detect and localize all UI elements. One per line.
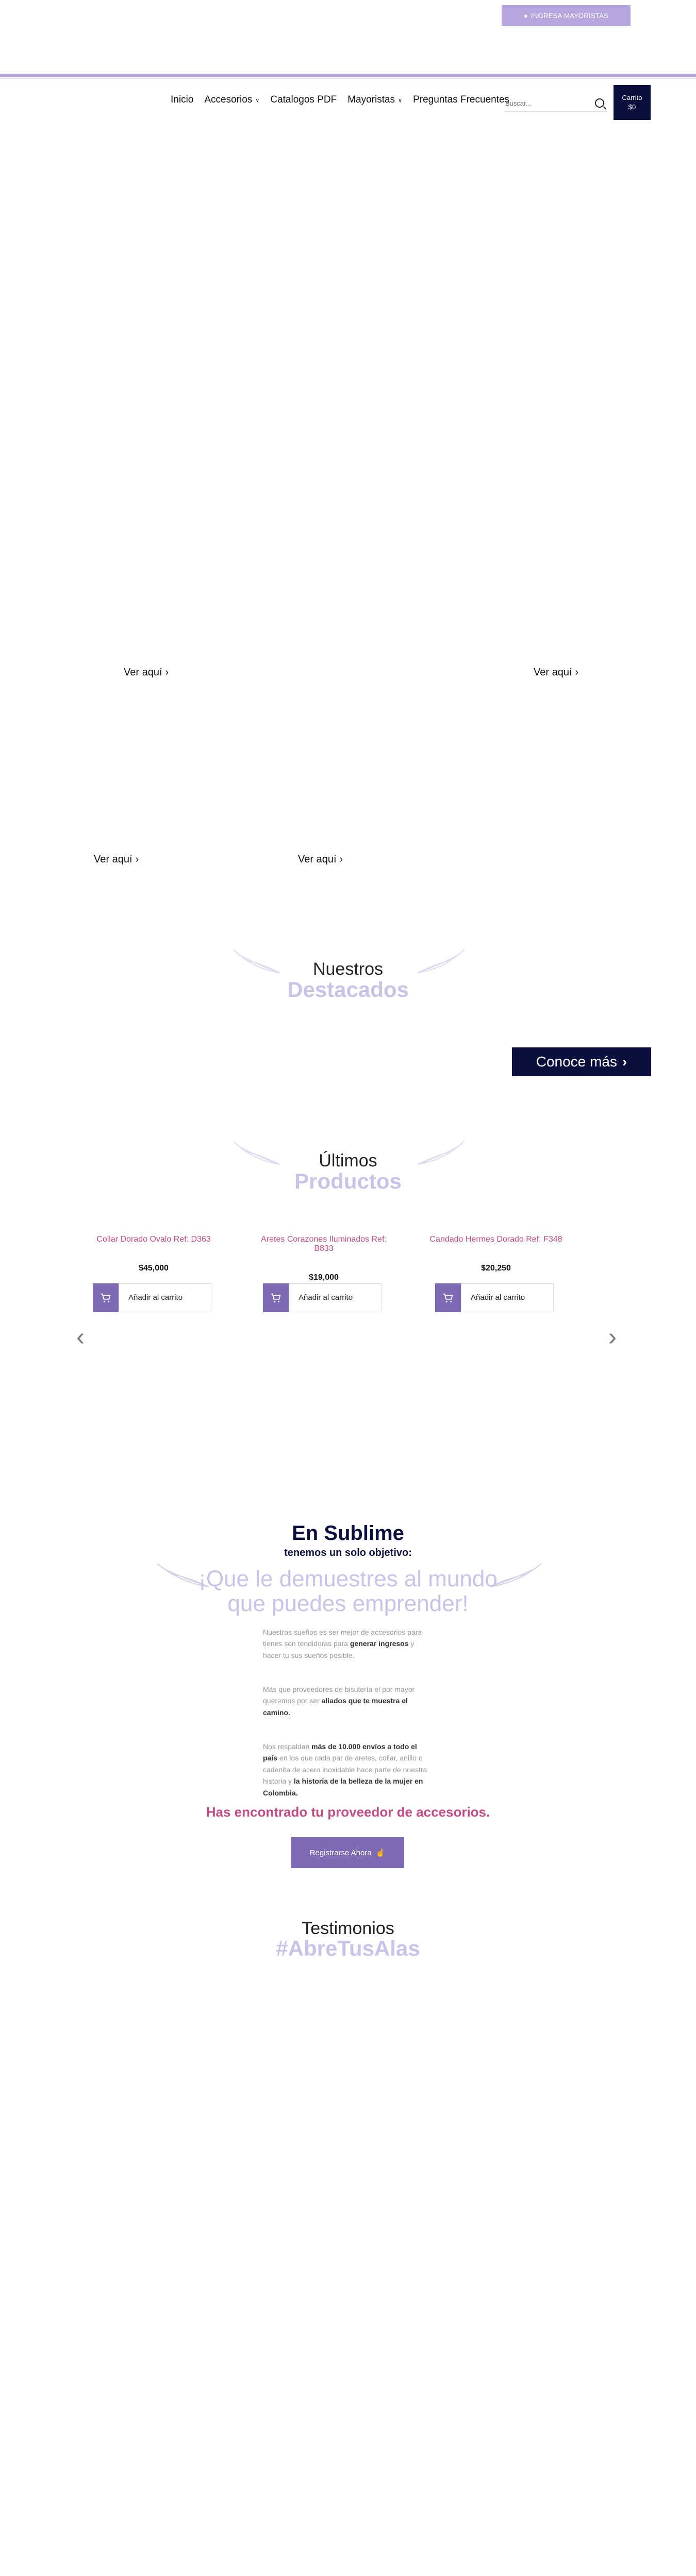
destacados-heading-1: Nuestros <box>312 959 384 979</box>
add-to-cart-button[interactable]: Añadir al carrito <box>93 1283 211 1312</box>
ver-aqui-link-2[interactable]: Ver aquí › <box>534 667 579 678</box>
nav-item-mayoristas[interactable]: Mayoristas ∨ <box>347 94 403 105</box>
chevron-right-icon: › <box>622 1054 627 1070</box>
ver-aqui-link-3[interactable]: Ver aquí › <box>94 854 139 865</box>
product-name[interactable]: Collar Dorado Ovalo Ref: D363 <box>96 1235 211 1244</box>
conoce-mas-button[interactable]: Conoce más › <box>512 1047 651 1076</box>
ver-aqui-link-1[interactable]: Ver aquí › <box>124 667 169 678</box>
about-paragraph-1: Nuestros sueños es ser mejor de accesorios para tienes son tendidoras para generar ingresos y hacer tu sus sueños posible. <box>263 1628 422 1659</box>
nav-item-accesorios[interactable]: Accesorios ∨ <box>204 94 260 105</box>
product-price: $19,000 <box>309 1273 339 1282</box>
ultimos-heading-2: Productos <box>294 1169 402 1193</box>
cart-icon <box>93 1283 119 1312</box>
chevron-right-icon: › <box>165 667 169 678</box>
product-card <box>429 1235 563 1317</box>
ver-aqui-link-4[interactable]: Ver aquí › <box>298 854 343 865</box>
testimonios-heading: Testimonios <box>302 1919 394 1938</box>
product-card <box>87 1235 221 1317</box>
product-card <box>257 1235 391 1317</box>
about-subtitle: tenemos un solo objetivo: <box>284 1547 412 1558</box>
cart-count: $0 <box>628 103 636 111</box>
chevron-down-icon: ∨ <box>255 97 260 104</box>
about-title: En Sublime <box>292 1522 404 1545</box>
header-divider <box>0 74 696 77</box>
testimonios-hashtag: #AbreTusAlas <box>276 1936 420 1960</box>
carousel-prev-button[interactable]: ‹ <box>76 1324 85 1351</box>
cart-icon <box>435 1283 461 1312</box>
mayoristas-login-label: INGRESA MAYORISTAS <box>531 11 609 20</box>
slogan-line-2: que puedes emprender! <box>227 1591 469 1616</box>
search-icon[interactable] <box>595 98 604 108</box>
product-name[interactable]: Candado Hermes Dorado Ref: F348 <box>429 1235 562 1244</box>
hand-icon: ☝ <box>375 1849 386 1857</box>
about-paragraph-2: Más que proveedores de bisutería el por mayor queremos por ser aliados que te muestra el camino. <box>263 1685 415 1717</box>
product-name[interactable]: Aretes Corazones Iluminados Ref: B833 <box>261 1235 387 1253</box>
about-tagline: Has encontrado tu proveedor de accesorios. <box>206 1804 490 1820</box>
chevron-right-icon: › <box>339 854 343 865</box>
nav-item-preguntas[interactable]: Preguntas Frecuentes <box>413 94 510 105</box>
mayoristas-login-button[interactable] <box>502 5 631 26</box>
product-price: $20,250 <box>481 1264 511 1273</box>
main-nav <box>171 94 520 106</box>
product-price: $45,000 <box>139 1264 169 1273</box>
carousel-next-button[interactable]: › <box>608 1324 617 1351</box>
search-input[interactable] <box>504 99 584 108</box>
register-button[interactable]: Registrarse Ahora ☝ <box>291 1837 404 1868</box>
cart-icon <box>263 1283 289 1312</box>
user-icon: ● <box>523 11 528 20</box>
add-to-cart-button[interactable]: Añadir al carrito <box>263 1283 382 1312</box>
header-divider-thin <box>0 78 696 79</box>
chevron-right-icon: › <box>575 667 579 678</box>
search-box <box>504 95 607 112</box>
chevron-down-icon: ∨ <box>398 97 403 104</box>
add-to-cart-button[interactable]: Añadir al carrito <box>435 1283 554 1312</box>
cart-button[interactable] <box>614 85 651 120</box>
chevron-right-icon: › <box>135 854 139 865</box>
ultimos-heading-1: Últimos <box>319 1151 377 1171</box>
nav-item-inicio[interactable]: Inicio <box>171 94 194 105</box>
slogan-line-1: ¡Que le demuestres al mundo <box>198 1566 498 1591</box>
nav-item-catalogos[interactable]: Catalogos PDF <box>270 94 337 105</box>
about-paragraph-3: Nos respaldan más de 10.000 envíos a todo el país en los que cada par de aretes, collar, anillo o cadenita de acero inoxidable hace parte de nuestra historia y la historia de la belleza de la mujer en Colombia. <box>263 1742 427 1797</box>
cart-label: Carrito <box>622 93 642 101</box>
destacados-heading-2: Destacados <box>287 977 409 1002</box>
